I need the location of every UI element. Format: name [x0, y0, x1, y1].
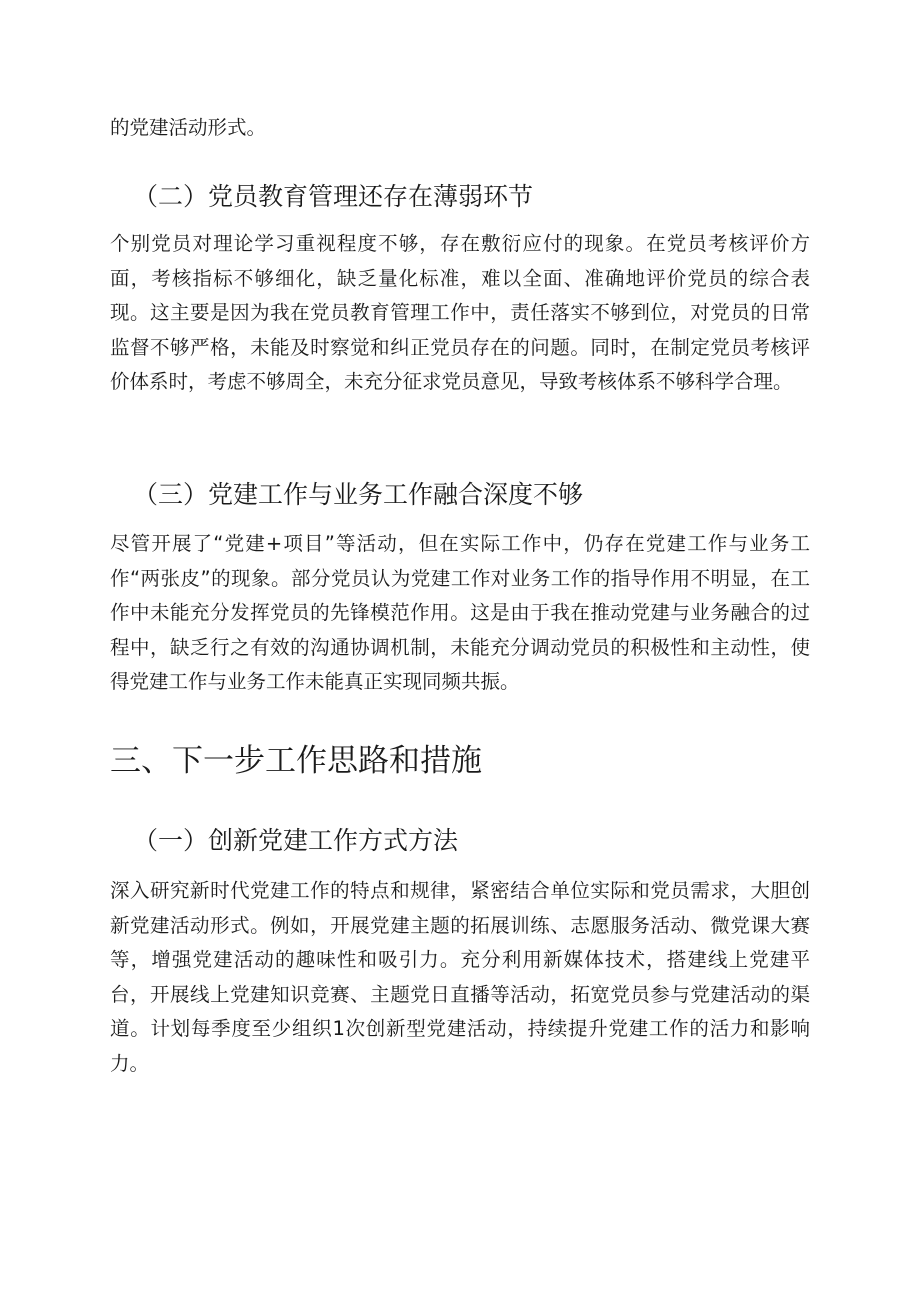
subsection-heading-3: （三）党建工作与业务工作融合深度不够: [133, 480, 584, 509]
subsection-2-body: 个别党员对理论学习重视程度不够，存在敷衍应付的现象。在党员考核评价方面，考核指标不够细化，缺乏量化标准，难以全面、准确地评价党员的综合表现。这主要是因为我在党员教育管理工作中，责任落实不够到位，对党员的日常监督不够严格，未能及时察觉和纠正党员存在的问题。同时，在制定党员考核评价体系时，考虑不够周全，未充分征求党员意见，导致考核体系不够科学合理。: [110, 232, 810, 394]
section-3-subsection-1-body: 深入研究新时代党建工作的特点和规律，紧密结合单位实际和党员需求，大胆创新党建活动形式。例如，开展党建主题的拓展训练、志愿服务活动、微党课大赛等，增强党建活动的趣味性和吸引力。充分利用新媒体技术，搭建线上党建平台，开展线上党建知识竞赛、主题党日直播等活动，拓宽党员参与党建活动的渠道。计划每季度至少组织1次创新型党建活动，持续提升党建工作的活力和影响力。: [110, 879, 810, 1075]
section-3-subsection-heading-1: （一）创新党建工作方式方法: [133, 826, 459, 855]
section-heading-3: 三、下一步工作思路和措施: [110, 743, 482, 779]
subsection-heading-2: （二）党员教育管理还存在薄弱环节: [133, 182, 534, 211]
continuation-paragraph: 的党建活动形式。: [110, 116, 267, 139]
subsection-3-body: 尽管开展了“党建+项目”等活动，但在实际工作中，仍存在党建工作与业务工作“两张皮”的现象。部分党员认为党建工作对业务工作的指导作用不明显，在工作中未能充分发挥党员的先锋模范作用。这是由于我在推动党建与业务融合的过程中，缺乏行之有效的沟通协调机制，未能充分调动党员的积极性和主动性，使得党建工作与业务工作未能真正实现同频共振。: [110, 532, 810, 694]
